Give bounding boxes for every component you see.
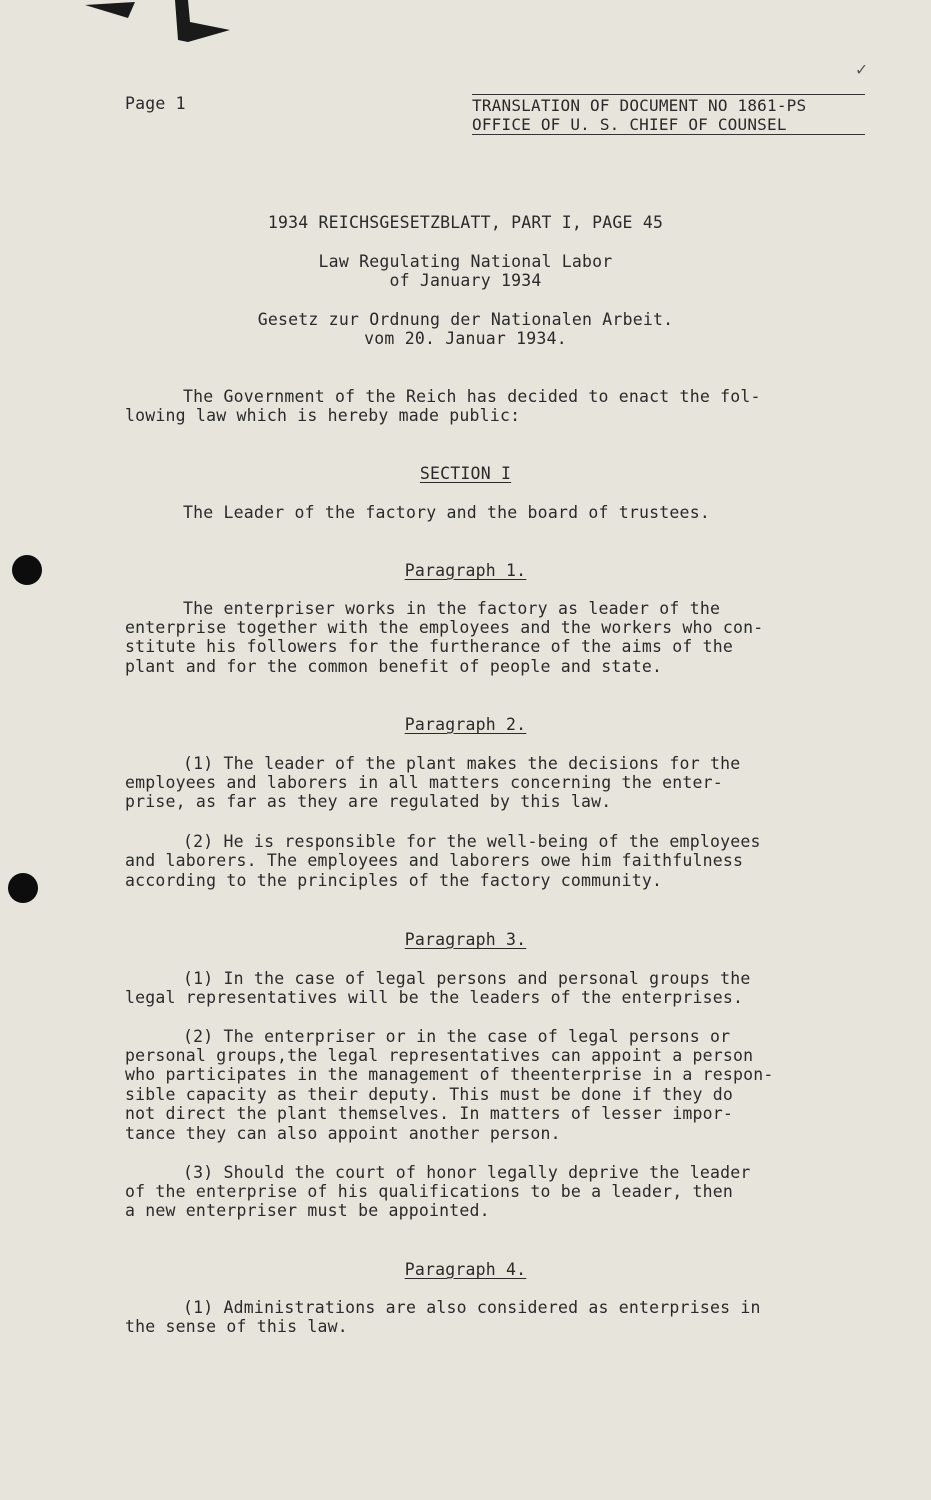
check-mark: ✓	[856, 59, 868, 80]
paragraph-1-line: plant and for the common benefit of people and state.	[125, 657, 663, 676]
paragraph-1-line: The enterpriser works in the factory as leader of the	[183, 599, 721, 618]
section-1-subtitle: The Leader of the factory and the board of trustees.	[183, 503, 710, 522]
paragraph-3-clause-2-line: personal groups,the legal representatives can appoint a person	[125, 1046, 754, 1065]
english-title-1: Law Regulating National Labor	[318, 252, 613, 271]
paragraph-2-clause-1-line: employees and laborers in all matters concerning the enter-	[125, 773, 723, 792]
paragraph-4-clause-1-line: the sense of this law.	[125, 1317, 348, 1336]
paragraph-2-clause-2-line: according to the principles of the factory community.	[125, 871, 663, 890]
section-1-title: SECTION I	[419, 464, 512, 483]
preamble-line-1: The Government of the Reich has decided to enact the fol-	[183, 387, 761, 406]
paragraph-2-clause-1-line: (1) The leader of the plant makes the decisions for the	[183, 754, 741, 773]
paragraph-3-clause-3-line: a new enterpriser must be appointed.	[125, 1201, 490, 1220]
paragraph-3-clause-2-line: who participates in the management of theenterprise in a respon-	[125, 1065, 774, 1084]
paragraph-4-clause-1-line: (1) Administrations are also considered as enterprises in	[183, 1298, 761, 1317]
paragraph-3-clause-3-line: of the enterprise of his qualifications to be a leader, then	[125, 1182, 734, 1201]
source-heading: 1934 REICHSGESETZBLATT, PART I, PAGE 45	[267, 213, 664, 232]
ink-mark-top-left	[80, 0, 250, 55]
header-rule-top	[472, 94, 865, 95]
paragraph-2-clause-2-line: and laborers. The employees and laborers owe him faithfulness	[125, 851, 744, 870]
paragraph-3-clause-2-line: not direct the plant themselves. In matters of lesser impor-	[125, 1104, 734, 1123]
paragraph-3-clause-2-line: (2) The enterpriser or in the case of legal persons or	[183, 1027, 731, 1046]
paragraph-3-clause-1-line: (1) In the case of legal persons and personal groups the	[183, 969, 751, 988]
english-title-2: of January 1934	[389, 271, 542, 290]
paragraph-2-clause-1-line: prise, as far as they are regulated by this law.	[125, 792, 612, 811]
german-title-1: Gesetz zur Ordnung der Nationalen Arbeit.	[257, 310, 674, 329]
paragraph-1-title: Paragraph 1.	[404, 561, 527, 580]
paragraph-3-clause-2-line: tance they can also appoint another person.	[125, 1124, 561, 1143]
preamble-line-2: lowing law which is hereby made public:	[125, 406, 521, 425]
paragraph-4-title: Paragraph 4.	[404, 1260, 527, 1279]
header-rule-bottom	[472, 134, 865, 135]
paragraph-1-line: enterprise together with the employees and the workers who con-	[125, 618, 764, 637]
document-title-line2: OFFICE OF U. S. CHIEF OF COUNSEL	[472, 115, 787, 134]
paragraph-2-title: Paragraph 2.	[404, 715, 527, 734]
document-title-line1: TRANSLATION OF DOCUMENT NO 1861-PS	[472, 96, 807, 115]
paragraph-3-clause-2-line: sible capacity as their deputy. This must be done if they do	[125, 1085, 734, 1104]
paragraph-2-clause-2-line: (2) He is responsible for the well-being of the employees	[183, 832, 761, 851]
punch-hole-lower	[8, 873, 38, 903]
page-label: Page 1	[125, 94, 186, 113]
paragraph-3-clause-3-line: (3) Should the court of honor legally deprive the leader	[183, 1163, 751, 1182]
paragraph-1-line: stitute his followers for the furtherance of the aims of the	[125, 637, 734, 656]
paragraph-3-title: Paragraph 3.	[404, 930, 527, 949]
paragraph-3-clause-1-line: legal representatives will be the leaders of the enterprises.	[125, 988, 744, 1007]
german-title-2: vom 20. Januar 1934.	[364, 329, 567, 348]
